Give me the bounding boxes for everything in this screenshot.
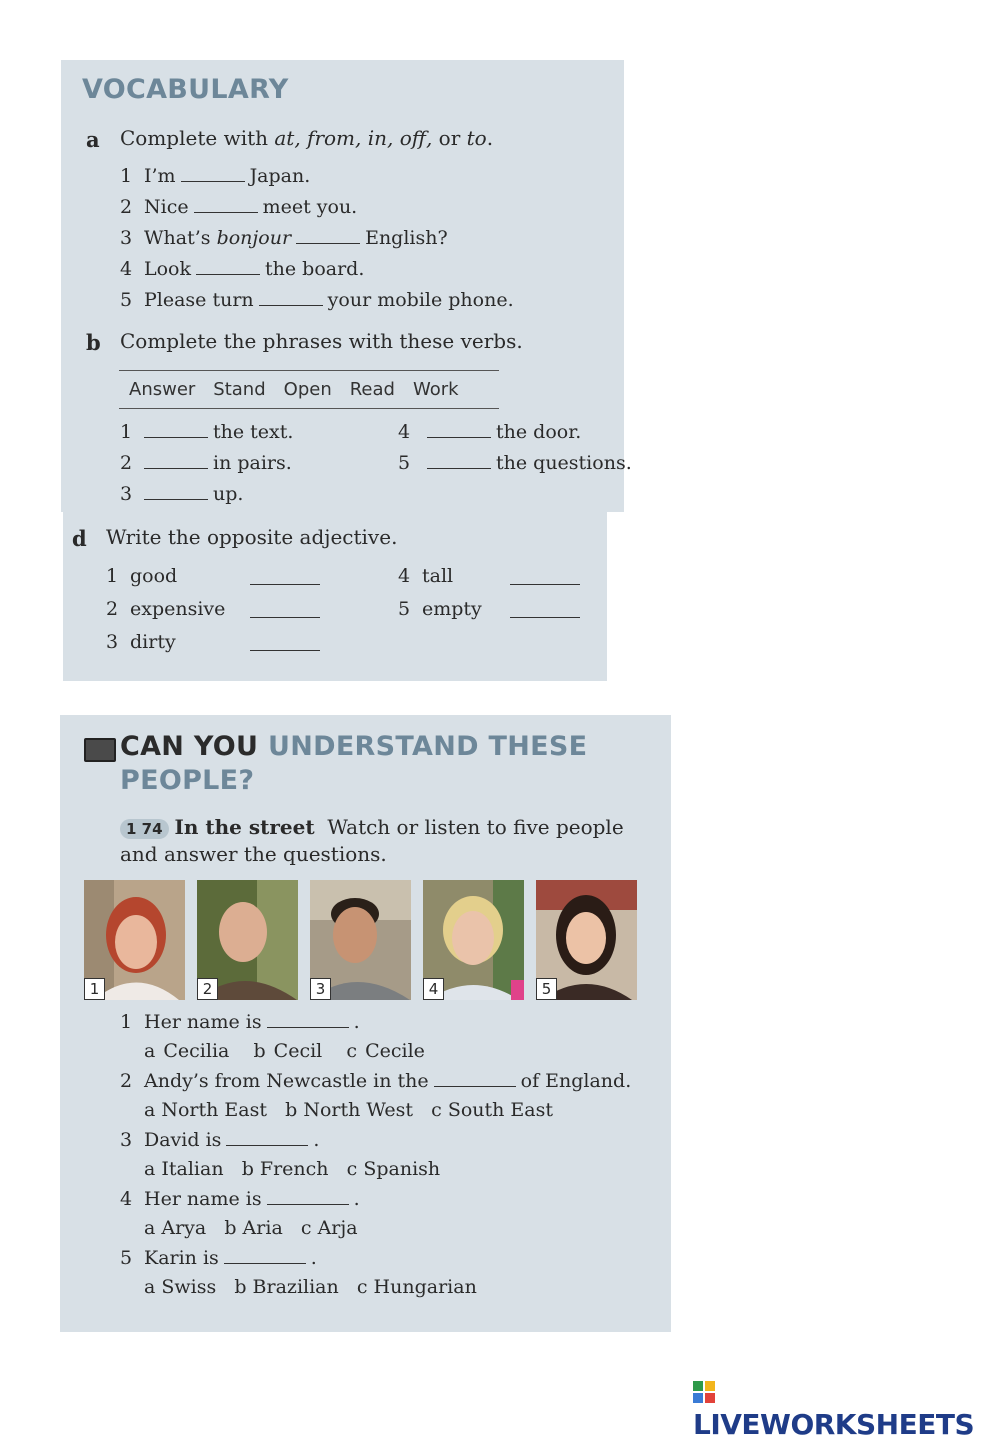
- exercise-b-item: [398, 452, 632, 474]
- exercise-b-instruction: Complete the phrases with these verbs.: [120, 329, 523, 353]
- liveworksheets-logo: [693, 1375, 1000, 1441]
- item-text: your mobile phone.: [327, 289, 514, 311]
- option-a[interactable]: a Swiss: [144, 1276, 217, 1298]
- item-number: 3: [120, 483, 133, 505]
- item-text: David is: [144, 1129, 222, 1151]
- item-number: 5: [398, 452, 411, 474]
- exercise-b-item: [120, 483, 243, 505]
- item-text: Karin is: [144, 1247, 219, 1269]
- item-number: 3: [106, 631, 119, 653]
- photo-number: 1: [84, 978, 105, 1000]
- item-number: 2: [106, 598, 119, 620]
- exercise-a-item: [120, 227, 448, 249]
- option-a[interactable]: a Cecilia: [144, 1040, 230, 1062]
- verb-work: Work: [412, 379, 459, 400]
- option-b[interactable]: b Aria: [224, 1217, 283, 1239]
- question-item: [120, 1011, 360, 1033]
- option-a[interactable]: a Arya: [144, 1217, 207, 1239]
- option-c[interactable]: c Spanish: [346, 1158, 441, 1180]
- answer-blank[interactable]: [144, 423, 208, 438]
- photo-number: 4: [423, 978, 444, 1000]
- instr-words: at, from, in, off,: [274, 126, 433, 150]
- item-number: 1: [106, 565, 119, 587]
- option-a[interactable]: a North East: [144, 1099, 268, 1121]
- answer-blank[interactable]: [267, 1013, 349, 1028]
- question-options: [144, 1040, 425, 1062]
- item-number: 5: [120, 1247, 133, 1269]
- vocabulary-title: VOCABULARY: [82, 74, 289, 105]
- option-c[interactable]: c South East: [431, 1099, 554, 1121]
- item-text: Nice: [144, 196, 189, 218]
- person-photo-4: [423, 880, 524, 1000]
- answer-blank[interactable]: [250, 636, 320, 651]
- item-number: 1: [120, 421, 133, 443]
- exercise-a-item: [120, 196, 357, 218]
- answer-blank[interactable]: [259, 291, 323, 306]
- question-options: [144, 1276, 477, 1298]
- item-italic: bonjour: [216, 227, 292, 249]
- exercise-a-item: [120, 165, 310, 187]
- exercise-d-item: [398, 565, 453, 587]
- answer-blank[interactable]: [144, 485, 208, 500]
- item-text: I’m: [144, 165, 176, 187]
- option-b[interactable]: b Brazilian: [234, 1276, 339, 1298]
- title-dark: CAN YOU: [120, 731, 259, 762]
- exercise-b-item: [398, 421, 581, 443]
- tv-icon: [84, 738, 116, 762]
- photo-number: 5: [536, 978, 557, 1000]
- person-photo-5: [536, 880, 637, 1000]
- item-text: .: [310, 1247, 317, 1269]
- exercise-b-letter: b: [86, 330, 101, 355]
- person-photo-1: [84, 880, 185, 1000]
- question-item: [120, 1188, 360, 1210]
- people-title-line2: PEOPLE?: [120, 765, 255, 796]
- item-text: Her name is: [144, 1011, 262, 1033]
- answer-blank[interactable]: [427, 423, 491, 438]
- exercise-d-item: [106, 631, 176, 653]
- verb-stand: Stand: [213, 379, 266, 400]
- exercise-d-letter: d: [72, 526, 87, 551]
- instr-text: Complete with: [120, 126, 275, 150]
- item-text: up.: [213, 483, 244, 505]
- answer-blank[interactable]: [226, 1131, 308, 1146]
- exercise-a-item: [120, 289, 514, 311]
- item-text: Japan.: [249, 165, 311, 187]
- exercise-a-item: [120, 258, 364, 280]
- people-intro: [120, 815, 624, 839]
- instr-or: or: [432, 126, 467, 150]
- item-text: the text.: [213, 421, 294, 443]
- item-number: 5: [120, 289, 133, 311]
- item-text: .: [353, 1188, 360, 1210]
- item-number: 3: [120, 1129, 133, 1151]
- item-text: Please turn: [144, 289, 254, 311]
- item-text: Look: [144, 258, 192, 280]
- option-a[interactable]: a Italian: [144, 1158, 224, 1180]
- instr-to: to: [466, 126, 487, 150]
- item-word: tall: [422, 565, 454, 587]
- item-number: 2: [120, 1070, 133, 1092]
- people-intro-line2: and answer the questions.: [120, 842, 387, 866]
- item-text: in pairs.: [213, 452, 292, 474]
- verb-box: [119, 370, 499, 409]
- item-text: of England.: [520, 1070, 632, 1092]
- exercise-d-item: [106, 565, 177, 587]
- item-number: 2: [120, 452, 133, 474]
- answer-blank[interactable]: [250, 603, 320, 618]
- item-word: expensive: [130, 598, 226, 620]
- item-number: 3: [120, 227, 133, 249]
- verb-open: Open: [283, 379, 332, 400]
- intro-bold: In the street: [174, 815, 315, 839]
- question-item: [120, 1247, 317, 1269]
- item-number: 1: [120, 1011, 133, 1033]
- item-word: dirty: [130, 631, 176, 653]
- item-number: 4: [120, 1188, 133, 1210]
- question-item: [120, 1070, 631, 1092]
- item-text: Her name is: [144, 1188, 262, 1210]
- question-item: [120, 1129, 319, 1151]
- question-options: [144, 1217, 358, 1239]
- logo-mark-icon: [693, 1381, 715, 1403]
- exercise-d-item: [106, 598, 225, 620]
- answer-blank[interactable]: [267, 1190, 349, 1205]
- item-number: 4: [398, 421, 411, 443]
- item-number: 4: [398, 565, 411, 587]
- item-text: English?: [365, 227, 448, 249]
- item-word: good: [130, 565, 178, 587]
- item-text: .: [313, 1129, 320, 1151]
- item-text: the board.: [265, 258, 365, 280]
- answer-blank[interactable]: [194, 198, 258, 213]
- logo-text: LIVEWORKSHEETS: [693, 1408, 975, 1441]
- item-number: 1: [120, 165, 133, 187]
- exercise-a-instruction: [120, 126, 493, 150]
- item-number: 4: [120, 258, 133, 280]
- item-number: 5: [398, 598, 411, 620]
- item-number: 2: [120, 196, 133, 218]
- answer-blank[interactable]: [196, 260, 260, 275]
- verb-answer: Answer: [129, 379, 196, 400]
- exercise-d-instruction: Write the opposite adjective.: [106, 525, 398, 549]
- answer-blank[interactable]: [510, 603, 580, 618]
- photo-number: 3: [310, 978, 331, 1000]
- item-text: Andy’s from Newcastle in the: [144, 1070, 429, 1092]
- item-text: the questions.: [496, 452, 632, 474]
- cd-track-icon: 1 74: [120, 819, 169, 839]
- option-c[interactable]: c Hungarian: [356, 1276, 477, 1298]
- item-word: empty: [422, 598, 482, 620]
- person-photo-3: [310, 880, 411, 1000]
- item-text: What’s: [144, 227, 211, 249]
- verb-read: Read: [349, 379, 395, 400]
- answer-blank[interactable]: [510, 570, 580, 585]
- option-c[interactable]: c Cecile: [346, 1040, 425, 1062]
- answer-blank[interactable]: [224, 1249, 306, 1264]
- option-b[interactable]: b French: [241, 1158, 329, 1180]
- exercise-b-item: [120, 421, 293, 443]
- item-text: .: [353, 1011, 360, 1033]
- exercise-b-item: [120, 452, 292, 474]
- item-text: the door.: [496, 421, 582, 443]
- question-options: [144, 1099, 553, 1121]
- people-title: [120, 731, 587, 762]
- answer-blank[interactable]: [144, 454, 208, 469]
- instr-end: .: [486, 126, 494, 150]
- option-b[interactable]: b North West: [285, 1099, 414, 1121]
- exercise-d-item: [398, 598, 482, 620]
- exercise-a-letter: a: [86, 127, 100, 152]
- answer-blank[interactable]: [434, 1072, 516, 1087]
- answer-blank[interactable]: [427, 454, 491, 469]
- item-text: meet you.: [262, 196, 358, 218]
- title-light: UNDERSTAND THESE: [267, 731, 588, 762]
- option-c[interactable]: c Arja: [300, 1217, 358, 1239]
- answer-blank[interactable]: [181, 167, 245, 182]
- answer-blank[interactable]: [250, 570, 320, 585]
- answer-blank[interactable]: [296, 229, 360, 244]
- option-b[interactable]: b Cecil: [253, 1040, 323, 1062]
- person-photo-2: [197, 880, 298, 1000]
- intro-text: Watch or listen to five people: [327, 815, 624, 839]
- photo-number: 2: [197, 978, 218, 1000]
- question-options: [144, 1158, 440, 1180]
